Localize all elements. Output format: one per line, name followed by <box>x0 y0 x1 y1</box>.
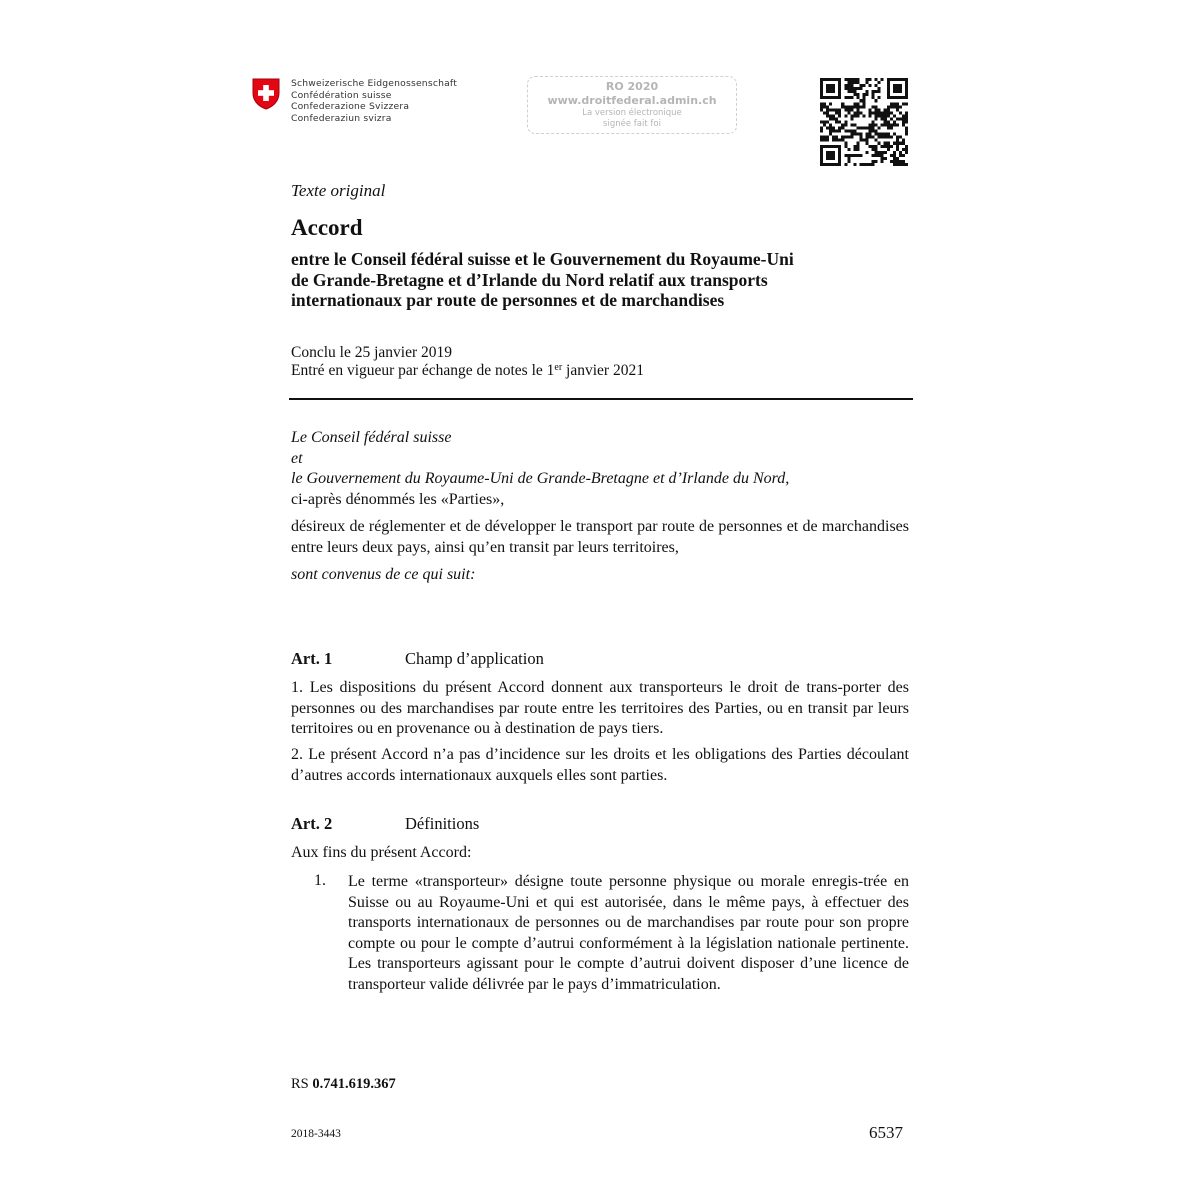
federation-name-rm: Confederaziun svizra <box>291 112 392 124</box>
official-publication-stamp <box>527 76 737 134</box>
header-divider <box>289 398 913 400</box>
rs-prefix: RS <box>291 1076 313 1092</box>
definition-number: 1. <box>314 872 326 889</box>
federation-names <box>291 78 457 124</box>
preamble-desire: désireux de réglementer et de développer le transport par route de personnes et de marchandises entre leurs deux pays, ainsi qu’en transit par leurs territoires, <box>291 518 909 556</box>
party-uk: le Gouvernement du Royaume-Uni de Grande-Bretagne et d’Irlande du Nord, <box>291 470 790 487</box>
document-dates <box>291 344 644 380</box>
document-subtitle <box>291 249 794 311</box>
article-2-intro: Aux fins du présent Accord: <box>291 844 472 861</box>
subtitle-line: internationaux par route de personnes et de marchandises <box>291 290 725 310</box>
entry-into-force <box>291 362 644 380</box>
qr-code-icon[interactable] <box>820 78 908 166</box>
article-title: Définitions <box>405 814 480 833</box>
article-1-paragraph-1: 1. Les dispositions du présent Accord donnent aux transporteurs le droit de trans-porter des personnes ou des marchandises par route entre les territoires des Parties, ou en transit par leurs territoires ou en provenance ou à destination de pays tiers. <box>291 679 909 737</box>
definition-text: Le terme «transporteur» désigne toute personne physique ou morale enregis-trée en Suisse ou au Royaume-Uni et qui est autorisée, dans le même pays, à effectuer des transports internationaux de personnes ou de marchandises par route pour son propre compte ou pour le compte d’autrui conformément à la législation nationale pertinente. Les transporteurs agissant pour le compte d’autrui doivent disposer d’une licence de transporteur valide délivrée par le pays d’immatriculation. <box>348 873 909 993</box>
entry-into-force-prefix: Entré en vigueur par échange de notes le 1 <box>291 362 555 379</box>
subtitle-line: entre le Conseil fédéral suisse et le Gouvernement du Royaume-Uni <box>291 249 794 269</box>
preamble-hereafter: ci-après dénommés les «Parties», <box>291 491 505 508</box>
swiss-crest-icon <box>252 78 280 110</box>
rs-number: 0.741.619.367 <box>312 1076 396 1092</box>
document-reference: 2018-3443 <box>291 1128 341 1140</box>
federation-name-fr: Confédération suisse <box>291 89 392 101</box>
preamble-and: et <box>291 450 303 467</box>
stamp-note-2: signée fait foi <box>603 119 661 129</box>
subtitle-line: de Grande-Bretagne et d’Irlande du Nord relatif aux transports <box>291 269 768 290</box>
entry-into-force-sup: er <box>554 362 563 373</box>
document-title: Accord <box>291 215 363 240</box>
federation-name-it: Confederazione Svizzera <box>291 101 410 113</box>
preamble-agreed: sont convenus de ce qui suit: <box>291 566 476 583</box>
concluded-date: Conclu le 25 janvier 2019 <box>291 344 452 361</box>
stamp-note-1: La version électronique <box>582 108 682 118</box>
document-label: Texte original <box>291 181 386 200</box>
party-switzerland: Le Conseil fédéral suisse <box>291 429 452 446</box>
article-number: Art. 2 <box>291 814 333 833</box>
rs-reference <box>291 1076 396 1093</box>
article-number: Art. 1 <box>291 649 333 668</box>
article-1-paragraph-2: 2. Le présent Accord n’a pas d’incidence sur les droits et les obligations des Parties découlant d’autres accords internationaux auxquels elles sont parties. <box>291 746 909 784</box>
stamp-collection: RO 2020 <box>605 80 659 93</box>
stamp-url: www.droitfederal.admin.ch <box>547 94 717 107</box>
article-title: Champ d’application <box>405 649 544 668</box>
federation-name-de: Schweizerische Eidgenossenschaft <box>291 78 457 89</box>
page-number: 6537 <box>869 1123 903 1142</box>
entry-into-force-suffix: janvier 2021 <box>562 362 644 379</box>
